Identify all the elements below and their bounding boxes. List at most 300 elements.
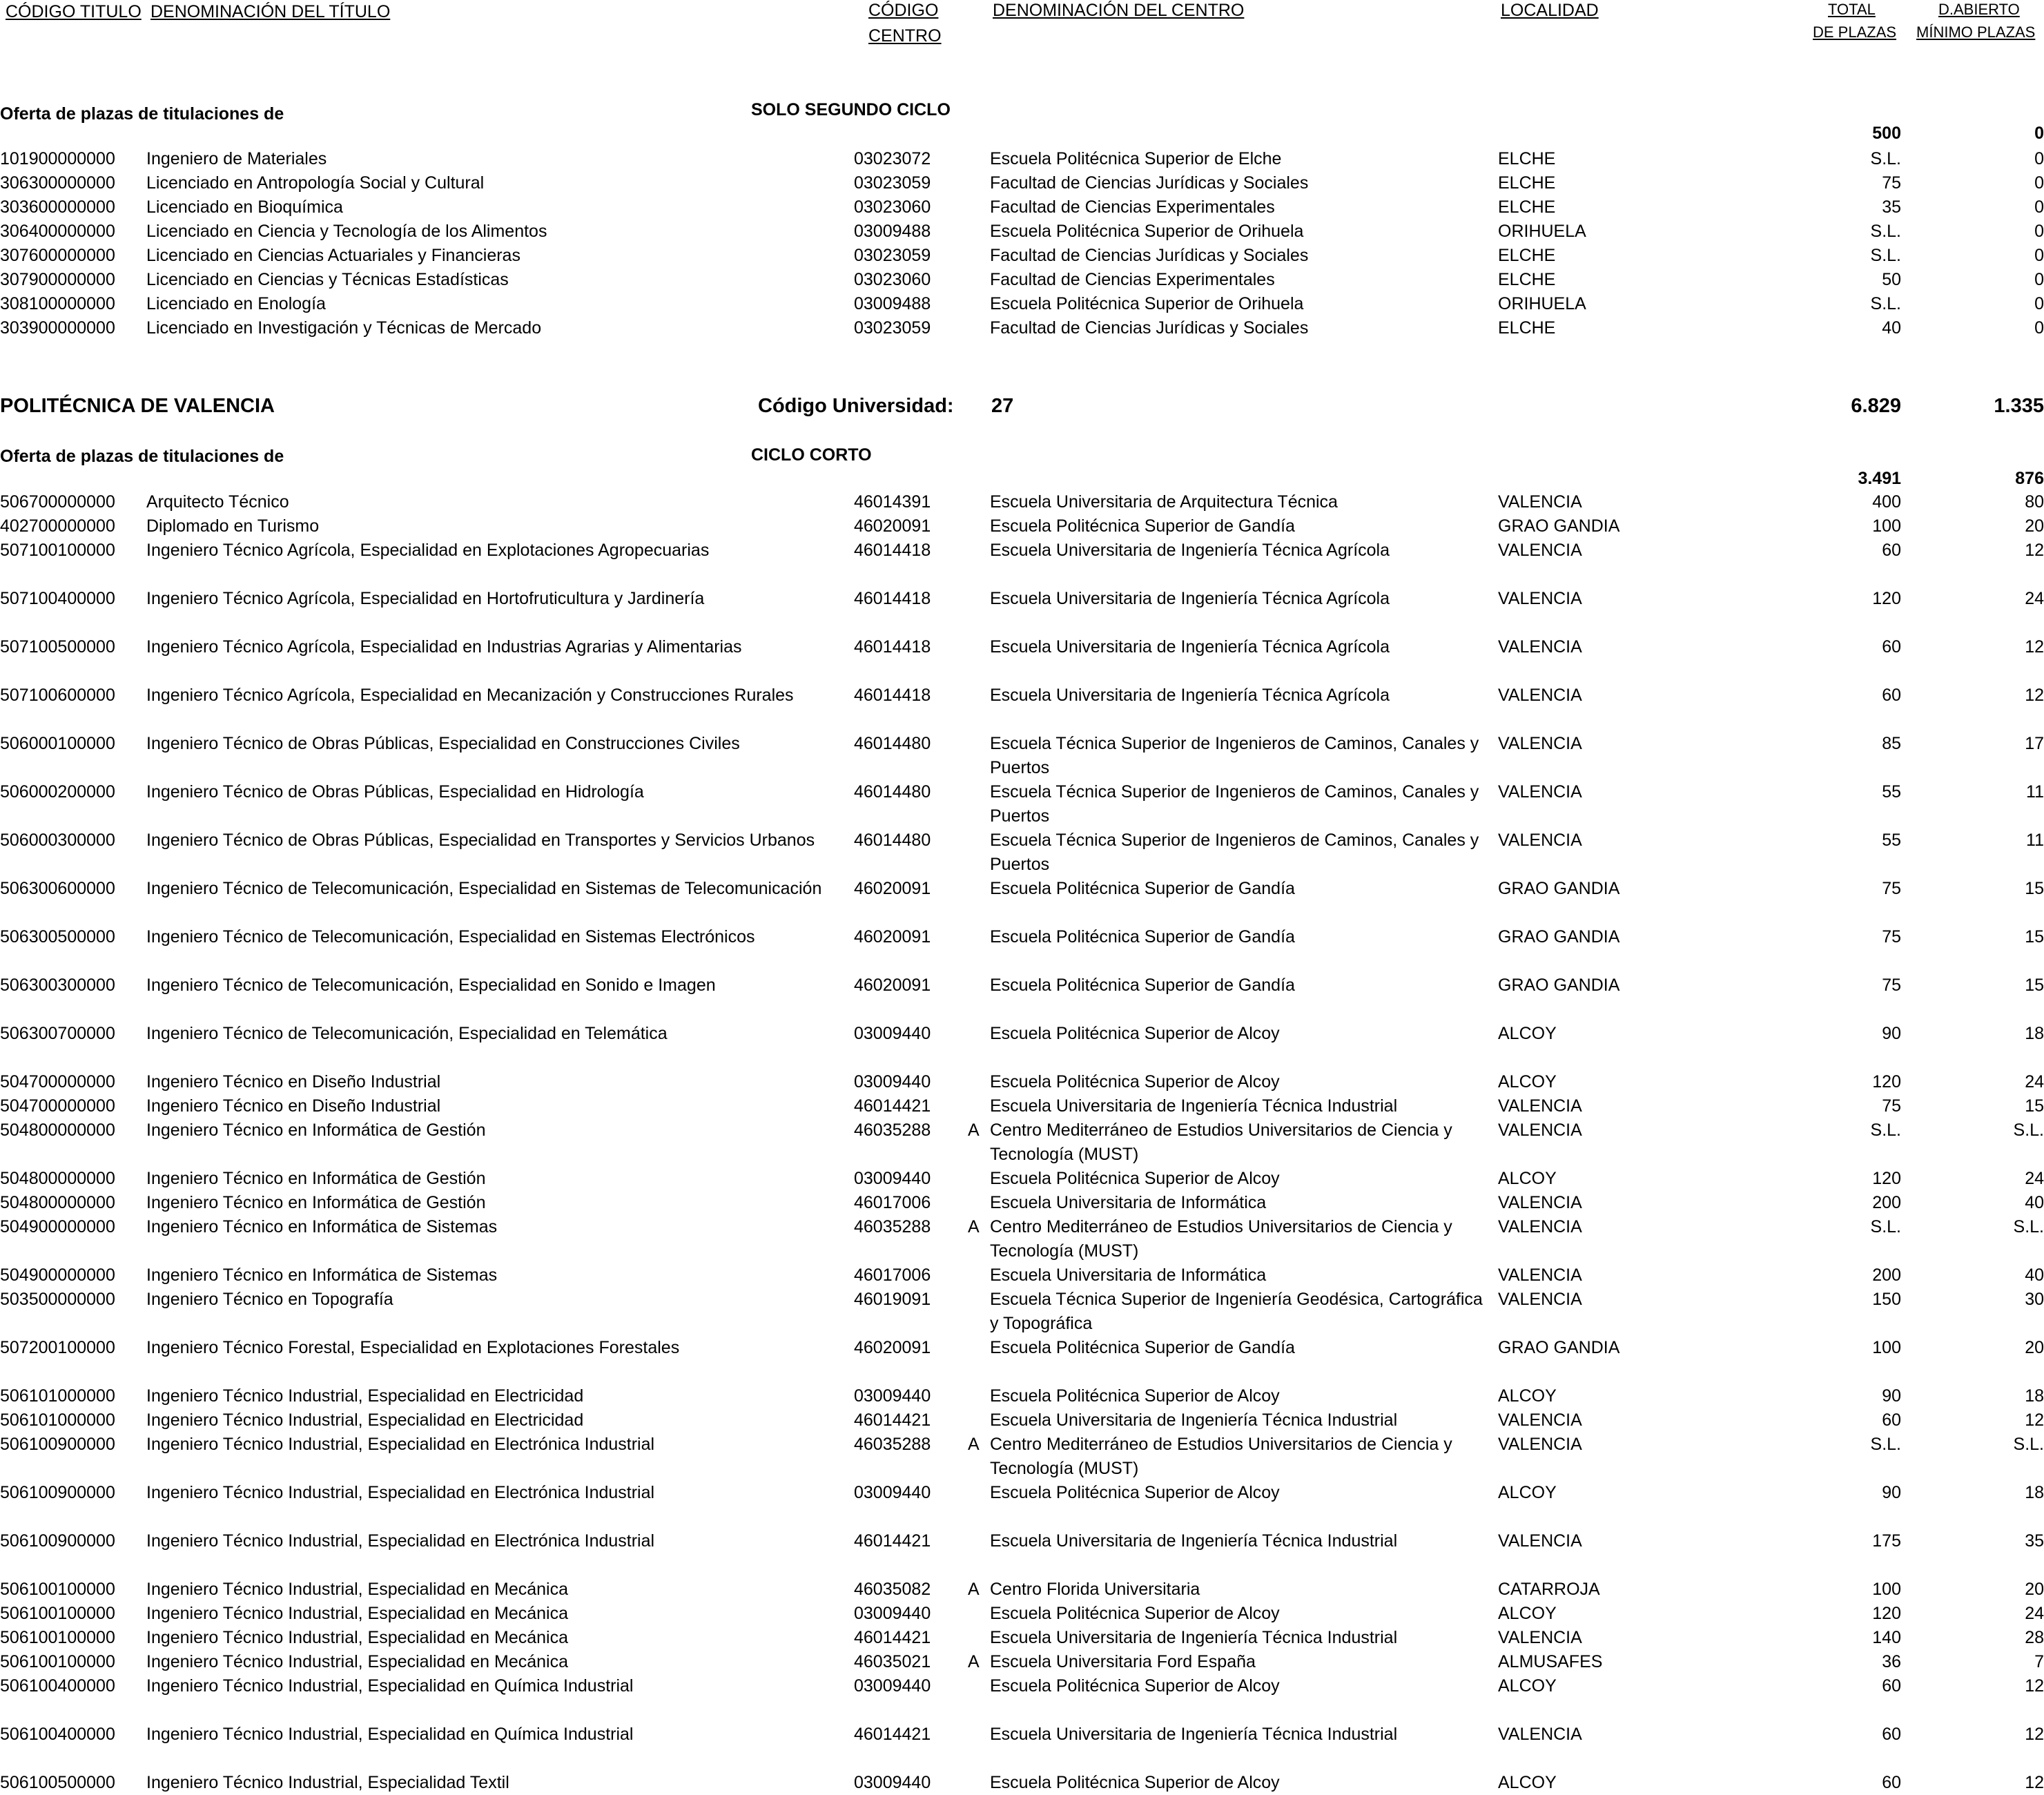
- row-total-plazas: 60: [1882, 1725, 1901, 1744]
- university-code-label: Código Universidad:: [758, 395, 954, 417]
- row-centro-name: Escuela Universitaria de Ingeniería Técnica Industrial: [990, 1725, 1398, 1744]
- row-localidad: VALENCIA: [1498, 782, 1582, 802]
- row-total-plazas: S.L.: [1870, 222, 1901, 241]
- row-centro-code: 03009488: [854, 294, 931, 313]
- row-localidad: VALENCIA: [1498, 831, 1582, 850]
- row-minimo-plazas: 0: [2034, 246, 2044, 265]
- row-total-plazas: 100: [1872, 516, 1901, 536]
- table-row: [0, 780, 2044, 828]
- row-title-name: Ingeniero Técnico de Obras Públicas, Especialidad en Transportes y Servicios Urbanos: [146, 831, 815, 850]
- table-row: [0, 171, 2044, 195]
- table-row: [0, 1263, 2044, 1288]
- row-centro-name: Centro Florida Universitaria: [990, 1580, 1200, 1599]
- row-total-plazas: S.L.: [1870, 1435, 1901, 1454]
- row-title-name: Licenciado en Ciencia y Tecnología de los Alimentos: [146, 222, 547, 241]
- header-localidad: LOCALIDAD: [1501, 1, 1599, 20]
- section1-label: Oferta de plazas de titulaciones de: [0, 104, 284, 124]
- row-total-plazas: 120: [1872, 1604, 1901, 1623]
- row-code: 101900000000: [0, 149, 115, 168]
- row-centro-name: Escuela Universitaria de Ingeniería Técnica Industrial: [990, 1628, 1398, 1647]
- row-localidad: ELCHE: [1498, 318, 1556, 338]
- row-minimo-plazas: 40: [2025, 1265, 2044, 1285]
- row-centro-code: 03009440: [854, 1169, 931, 1188]
- row-centro-name: Escuela Técnica Superior de Ingenieros de Caminos, Canales y Puertos: [990, 831, 1479, 874]
- row-title-name: Ingeniero Técnico en Diseño Industrial: [146, 1096, 441, 1116]
- table-row: [0, 1070, 2044, 1094]
- row-code: 506100100000: [0, 1628, 115, 1647]
- row-total-plazas: 120: [1872, 1072, 1901, 1091]
- row-total-plazas: 140: [1872, 1628, 1901, 1647]
- row-flag: A: [968, 1435, 980, 1454]
- row-centro-code: 46020091: [854, 1338, 931, 1357]
- row-code: 506100100000: [0, 1652, 115, 1671]
- row-minimo-plazas: 24: [2025, 1604, 2044, 1623]
- row-title-name: Ingeniero Técnico Agrícola, Especialidad en Hortofruticultura y Jardinería: [146, 589, 705, 608]
- row-code: 306300000000: [0, 173, 115, 193]
- row-minimo-plazas: 35: [2025, 1531, 2044, 1551]
- row-total-plazas: 75: [1882, 976, 1901, 995]
- row-centro-code: 46035021: [854, 1652, 931, 1671]
- row-total-plazas: 55: [1882, 782, 1901, 802]
- row-localidad: VALENCIA: [1498, 1435, 1582, 1454]
- row-title-name: Ingeniero Técnico en Informática de Gestión: [146, 1120, 486, 1140]
- row-code: 303600000000: [0, 197, 115, 217]
- row-total-plazas: 60: [1882, 1676, 1901, 1696]
- row-centro-code: 03009488: [854, 222, 931, 241]
- row-minimo-plazas: S.L.: [2013, 1120, 2044, 1140]
- row-title-name: Ingeniero Técnico Industrial, Especialidad Textil: [146, 1773, 509, 1792]
- row-title-name: Ingeniero Técnico Agrícola, Especialidad en Explotaciones Agropecuarias: [146, 541, 710, 560]
- table-row: [0, 925, 2044, 973]
- row-localidad: VALENCIA: [1498, 589, 1582, 608]
- row-code: 507100100000: [0, 541, 115, 560]
- row-flag: A: [968, 1217, 980, 1236]
- row-localidad: ALMUSAFES: [1498, 1652, 1603, 1671]
- header-codigo-titulo: CÓDIGO TITULO: [6, 2, 142, 21]
- row-centro-code: 03023059: [854, 246, 931, 265]
- table-row: [0, 635, 2044, 683]
- row-total-plazas: 90: [1882, 1386, 1901, 1406]
- row-centro-code: 46014418: [854, 589, 931, 608]
- row-minimo-plazas: 0: [2034, 149, 2044, 168]
- row-centro-code: 46017006: [854, 1193, 931, 1212]
- row-code: 504900000000: [0, 1217, 115, 1236]
- row-title-name: Ingeniero Técnico de Telecomunicación, Especialidad en Telemática: [146, 1024, 668, 1043]
- row-centro-name: Escuela Universitaria de Ingeniería Técnica Agrícola: [990, 589, 1390, 608]
- table-row: [0, 1167, 2044, 1191]
- row-minimo-plazas: 12: [2025, 686, 2044, 705]
- row-title-name: Ingeniero Técnico de Telecomunicación, Especialidad en Sistemas de Telecomunicación: [146, 879, 822, 898]
- row-centro-name: Facultad de Ciencias Experimentales: [990, 270, 1275, 289]
- row-title-name: Diplomado en Turismo: [146, 516, 320, 536]
- row-title-name: Ingeniero Técnico Industrial, Especialidad en Mecánica: [146, 1580, 569, 1599]
- row-localidad: ALCOY: [1498, 1386, 1557, 1406]
- row-minimo-plazas: 20: [2025, 1580, 2044, 1599]
- row-localidad: GRAO GANDIA: [1498, 1338, 1620, 1357]
- row-centro-code: 03009440: [854, 1773, 931, 1792]
- table-row: [0, 195, 2044, 220]
- row-title-name: Ingeniero Técnico Industrial, Especialidad en Electrónica Industrial: [146, 1435, 655, 1454]
- row-minimo-plazas: 28: [2025, 1628, 2044, 1647]
- row-total-plazas: S.L.: [1870, 1120, 1901, 1140]
- row-localidad: VALENCIA: [1498, 492, 1582, 512]
- row-centro-name: Escuela Politécnica Superior de Orihuela: [990, 294, 1304, 313]
- row-centro-name: Facultad de Ciencias Jurídicas y Sociales: [990, 173, 1309, 193]
- row-code: 307900000000: [0, 270, 115, 289]
- row-centro-code: 03023059: [854, 173, 931, 193]
- row-centro-name: Escuela Politécnica Superior de Alcoy: [990, 1483, 1280, 1502]
- row-title-name: Ingeniero Técnico Industrial, Especialidad en Electricidad: [146, 1386, 584, 1406]
- row-centro-name: Escuela Politécnica Superior de Gandía: [990, 976, 1295, 995]
- row-localidad: ALCOY: [1498, 1169, 1557, 1188]
- row-localidad: ELCHE: [1498, 246, 1556, 265]
- table-row: [0, 877, 2044, 925]
- row-minimo-plazas: 18: [2025, 1024, 2044, 1043]
- table-row: [0, 292, 2044, 316]
- row-minimo-plazas: 40: [2025, 1193, 2044, 1212]
- row-total-plazas: S.L.: [1870, 1217, 1901, 1236]
- row-code: 507100400000: [0, 589, 115, 608]
- row-localidad: CATARROJA: [1498, 1580, 1600, 1599]
- row-centro-code: 03009440: [854, 1024, 931, 1043]
- row-centro-name: Escuela Politécnica Superior de Alcoy: [990, 1604, 1280, 1623]
- row-minimo-plazas: 18: [2025, 1386, 2044, 1406]
- row-title-name: Ingeniero Técnico en Informática de Sistemas: [146, 1265, 498, 1285]
- row-flag: A: [968, 1580, 980, 1599]
- row-title-name: Licenciado en Bioquímica: [146, 197, 343, 217]
- row-centro-code: 46014421: [854, 1628, 931, 1647]
- row-minimo-plazas: S.L.: [2013, 1217, 2044, 1236]
- table-row: [0, 1094, 2044, 1118]
- row-localidad: ORIHUELA: [1498, 294, 1586, 313]
- row-title-name: Ingeniero Técnico de Obras Públicas, Especialidad en Construcciones Civiles: [146, 734, 740, 753]
- row-centro-name: Escuela Politécnica Superior de Gandía: [990, 927, 1295, 947]
- row-title-name: Licenciado en Investigación y Técnicas de Mercado: [146, 318, 542, 338]
- row-centro-name: Escuela Politécnica Superior de Alcoy: [990, 1072, 1280, 1091]
- row-code: 506000200000: [0, 782, 115, 802]
- row-centro-name: Facultad de Ciencias Jurídicas y Sociales: [990, 246, 1309, 265]
- row-total-plazas: 150: [1872, 1290, 1901, 1309]
- row-centro-code: 03009440: [854, 1604, 931, 1623]
- row-total-plazas: 35: [1882, 197, 1901, 217]
- row-total-plazas: 200: [1872, 1265, 1901, 1285]
- row-code: 307600000000: [0, 246, 115, 265]
- row-title-name: Ingeniero Técnico Agrícola, Especialidad en Mecanización y Construcciones Rurales: [146, 686, 794, 705]
- row-centro-code: 46014418: [854, 686, 931, 705]
- row-title-name: Ingeniero Técnico en Informática de Gestión: [146, 1193, 486, 1212]
- row-centro-code: 03023060: [854, 270, 931, 289]
- row-total-plazas: 36: [1882, 1652, 1901, 1671]
- row-centro-code: 46035288: [854, 1217, 931, 1236]
- row-total-plazas: S.L.: [1870, 246, 1901, 265]
- row-code: 303900000000: [0, 318, 115, 338]
- row-code: 506101000000: [0, 1410, 115, 1430]
- table-row: [0, 1433, 2044, 1481]
- row-localidad: ALCOY: [1498, 1604, 1557, 1623]
- row-minimo-plazas: 0: [2034, 197, 2044, 217]
- row-centro-code: 46020091: [854, 516, 931, 536]
- row-title-name: Ingeniero Técnico en Informática de Sistemas: [146, 1217, 498, 1236]
- table-row: [0, 268, 2044, 292]
- table-row: [0, 973, 2044, 1022]
- table-row: [0, 1215, 2044, 1263]
- row-localidad: VALENCIA: [1498, 686, 1582, 705]
- table-row: [0, 1626, 2044, 1650]
- header-dabierto-1: D.ABIERTO: [1938, 1, 2020, 18]
- row-centro-code: 46035082: [854, 1580, 931, 1599]
- section1-minimo: 0: [2034, 124, 2044, 143]
- row-localidad: ALCOY: [1498, 1483, 1557, 1502]
- table-row: [0, 147, 2044, 171]
- row-code: 506300600000: [0, 879, 115, 898]
- row-total-plazas: 75: [1882, 927, 1901, 947]
- header-codigo-centro-2: CENTRO: [868, 26, 942, 46]
- row-code: 506300700000: [0, 1024, 115, 1043]
- row-minimo-plazas: 11: [2026, 831, 2044, 850]
- header-denominacion-titulo: DENOMINACIÓN DEL TÍTULO: [150, 2, 391, 21]
- row-centro-name: Escuela Universitaria de Informática: [990, 1193, 1267, 1212]
- row-localidad: VALENCIA: [1498, 1096, 1582, 1116]
- section2-minimo: 876: [2015, 469, 2044, 488]
- row-centro-name: Escuela Universitaria de Ingeniería Técnica Agrícola: [990, 637, 1390, 657]
- row-centro-name: Escuela Universitaria de Ingeniería Técnica Agrícola: [990, 686, 1390, 705]
- row-centro-code: 46020091: [854, 976, 931, 995]
- table-row: [0, 1723, 2044, 1771]
- row-localidad: GRAO GANDIA: [1498, 976, 1620, 995]
- row-code: 402700000000: [0, 516, 115, 536]
- row-centro-code: 46014480: [854, 831, 931, 850]
- row-localidad: VALENCIA: [1498, 637, 1582, 657]
- row-minimo-plazas: S.L.: [2013, 1435, 2044, 1454]
- section2-cycle: CICLO CORTO: [751, 445, 872, 465]
- row-localidad: GRAO GANDIA: [1498, 879, 1620, 898]
- row-centro-code: 46014480: [854, 734, 931, 753]
- row-title-name: Ingeniero Técnico en Diseño Industrial: [146, 1072, 441, 1091]
- row-minimo-plazas: 12: [2025, 1676, 2044, 1696]
- row-minimo-plazas: 80: [2025, 492, 2044, 512]
- row-minimo-plazas: 7: [2034, 1652, 2044, 1671]
- row-centro-name: Escuela Politécnica Superior de Gandía: [990, 516, 1295, 536]
- section1-cycle: SOLO SEGUNDO CICLO: [751, 100, 951, 119]
- row-centro-code: 03009440: [854, 1386, 931, 1406]
- header-dabierto-2: MÍNIMO PLAZAS: [1916, 23, 2036, 41]
- row-minimo-plazas: 20: [2025, 1338, 2044, 1357]
- section2-label: Oferta de plazas de titulaciones de: [0, 447, 284, 466]
- section2-total: 3.491: [1858, 469, 1901, 488]
- row-minimo-plazas: 18: [2025, 1483, 2044, 1502]
- header-codigo-centro-1: CÓDIGO: [868, 1, 939, 20]
- row-minimo-plazas: 0: [2034, 222, 2044, 241]
- row-code: 504800000000: [0, 1120, 115, 1140]
- section1-total: 500: [1872, 124, 1901, 143]
- row-code: 506100500000: [0, 1773, 115, 1792]
- row-code: 506100400000: [0, 1725, 115, 1744]
- row-minimo-plazas: 15: [2025, 976, 2044, 995]
- row-centro-code: 46014421: [854, 1531, 931, 1551]
- row-title-name: Ingeniero de Materiales: [146, 149, 327, 168]
- row-code: 506100100000: [0, 1604, 115, 1623]
- row-centro-code: 46014421: [854, 1725, 931, 1744]
- row-centro-code: 03009440: [854, 1483, 931, 1502]
- row-localidad: GRAO GANDIA: [1498, 516, 1620, 536]
- row-centro-name: Escuela Universitaria de Ingeniería Técnica Industrial: [990, 1531, 1398, 1551]
- row-localidad: VALENCIA: [1498, 1628, 1582, 1647]
- row-total-plazas: 75: [1882, 879, 1901, 898]
- table-row: [0, 828, 2044, 877]
- row-localidad: VALENCIA: [1498, 1531, 1582, 1551]
- row-centro-code: 46035288: [854, 1120, 931, 1140]
- row-localidad: ELCHE: [1498, 173, 1556, 193]
- table-row: [0, 316, 2044, 340]
- row-code: 308100000000: [0, 294, 115, 313]
- table-row: [0, 1602, 2044, 1626]
- row-minimo-plazas: 12: [2025, 1410, 2044, 1430]
- row-code: 506300300000: [0, 976, 115, 995]
- row-minimo-plazas: 11: [2026, 782, 2044, 802]
- row-localidad: VALENCIA: [1498, 1725, 1582, 1744]
- row-total-plazas: 60: [1882, 637, 1901, 657]
- table-row: [0, 1384, 2044, 1408]
- row-localidad: ALCOY: [1498, 1024, 1557, 1043]
- table-row: [0, 1529, 2044, 1578]
- row-total-plazas: 400: [1872, 492, 1901, 512]
- row-code: 506000300000: [0, 831, 115, 850]
- row-centro-name: Escuela Politécnica Superior de Alcoy: [990, 1676, 1280, 1696]
- row-title-name: Ingeniero Técnico Industrial, Especialidad en Mecánica: [146, 1652, 569, 1671]
- row-title-name: Licenciado en Ciencias Actuariales y Financieras: [146, 246, 520, 265]
- row-centro-name: Escuela Politécnica Superior de Alcoy: [990, 1024, 1280, 1043]
- row-minimo-plazas: 24: [2025, 1169, 2044, 1188]
- table-row: [0, 1288, 2044, 1336]
- row-title-name: Licenciado en Ciencias y Técnicas Estadísticas: [146, 270, 509, 289]
- row-centro-name: Escuela Politécnica Superior de Gandía: [990, 879, 1295, 898]
- row-title-name: Ingeniero Técnico Industrial, Especialidad en Mecánica: [146, 1628, 569, 1647]
- row-code: 504800000000: [0, 1169, 115, 1188]
- row-title-name: Ingeniero Técnico Industrial, Especialidad en Electricidad: [146, 1410, 584, 1430]
- row-centro-name: Escuela Técnica Superior de Ingenieros de Caminos, Canales y Puertos: [990, 734, 1479, 777]
- table-row: [0, 1650, 2044, 1674]
- row-centro-code: 46014421: [854, 1410, 931, 1430]
- row-total-plazas: 120: [1872, 1169, 1901, 1188]
- row-centro-name: Escuela Politécnica Superior de Alcoy: [990, 1169, 1280, 1188]
- row-title-name: Ingeniero Técnico Industrial, Especialidad en Química Industrial: [146, 1676, 634, 1696]
- row-centro-code: 46017006: [854, 1265, 931, 1285]
- row-centro-name: Centro Mediterráneo de Estudios Universitarios de Ciencia y Tecnología (MUST): [990, 1435, 1452, 1478]
- row-title-name: Ingeniero Técnico Industrial, Especialidad en Electrónica Industrial: [146, 1531, 655, 1551]
- row-centro-name: Facultad de Ciencias Experimentales: [990, 197, 1275, 217]
- row-total-plazas: 100: [1872, 1580, 1901, 1599]
- row-flag: A: [968, 1652, 980, 1671]
- row-centro-name: Facultad de Ciencias Jurídicas y Sociales: [990, 318, 1309, 338]
- university-minimo: 1.335: [1994, 395, 2044, 417]
- row-total-plazas: 55: [1882, 831, 1901, 850]
- row-centro-name: Escuela Universitaria de Ingeniería Técnica Industrial: [990, 1410, 1398, 1430]
- row-centro-name: Escuela Politécnica Superior de Orihuela: [990, 222, 1304, 241]
- row-flag: A: [968, 1120, 980, 1140]
- row-total-plazas: 50: [1882, 270, 1901, 289]
- row-title-name: Ingeniero Técnico de Telecomunicación, Especialidad en Sistemas Electrónicos: [146, 927, 755, 947]
- row-localidad: ORIHUELA: [1498, 222, 1586, 241]
- row-total-plazas: 60: [1882, 686, 1901, 705]
- row-minimo-plazas: 12: [2025, 1725, 2044, 1744]
- row-title-name: Ingeniero Técnico en Topografía: [146, 1290, 393, 1309]
- row-minimo-plazas: 0: [2034, 173, 2044, 193]
- row-centro-code: 03023059: [854, 318, 931, 338]
- table-row: [0, 1578, 2044, 1602]
- header-total-2: DE PLAZAS: [1813, 23, 1897, 41]
- row-total-plazas: 90: [1882, 1024, 1901, 1043]
- row-centro-name: Escuela Politécnica Superior de Alcoy: [990, 1773, 1280, 1792]
- table-row: [0, 1408, 2044, 1433]
- table-row: [0, 1022, 2044, 1070]
- row-localidad: VALENCIA: [1498, 734, 1582, 753]
- row-localidad: VALENCIA: [1498, 1410, 1582, 1430]
- table-row: [0, 244, 2044, 268]
- university-name: POLITÉCNICA DE VALENCIA: [0, 395, 275, 417]
- row-total-plazas: 200: [1872, 1193, 1901, 1212]
- row-centro-name: Escuela Universitaria de Ingeniería Técnica Agrícola: [990, 541, 1390, 560]
- row-title-name: Ingeniero Técnico de Telecomunicación, Especialidad en Sonido e Imagen: [146, 976, 716, 995]
- row-centro-code: 03009440: [854, 1072, 931, 1091]
- row-localidad: GRAO GANDIA: [1498, 927, 1620, 947]
- row-title-name: Licenciado en Antropología Social y Cultural: [146, 173, 485, 193]
- row-localidad: ALCOY: [1498, 1072, 1557, 1091]
- row-centro-name: Escuela Politécnica Superior de Elche: [990, 149, 1282, 168]
- table-row: [0, 732, 2044, 780]
- row-total-plazas: S.L.: [1870, 294, 1901, 313]
- row-code: 506100900000: [0, 1483, 115, 1502]
- table-row: [0, 587, 2044, 635]
- table-row: [0, 1191, 2044, 1215]
- row-title-name: Ingeniero Técnico Industrial, Especialidad en Química Industrial: [146, 1725, 634, 1744]
- row-centro-code: 46035288: [854, 1435, 931, 1454]
- row-title-name: Arquitecto Técnico: [146, 492, 289, 512]
- row-localidad: ALCOY: [1498, 1773, 1557, 1792]
- row-total-plazas: 75: [1882, 1096, 1901, 1116]
- row-centro-code: 46020091: [854, 879, 931, 898]
- row-minimo-plazas: 15: [2025, 927, 2044, 947]
- table-row: [0, 490, 2044, 514]
- row-centro-code: 46014421: [854, 1096, 931, 1116]
- row-minimo-plazas: 12: [2025, 637, 2044, 657]
- row-minimo-plazas: 0: [2034, 270, 2044, 289]
- row-title-name: Ingeniero Técnico Forestal, Especialidad en Explotaciones Forestales: [146, 1338, 680, 1357]
- row-code: 504800000000: [0, 1193, 115, 1212]
- row-total-plazas: S.L.: [1870, 149, 1901, 168]
- row-centro-name: Escuela Politécnica Superior de Alcoy: [990, 1386, 1280, 1406]
- header-denominacion-centro: DENOMINACIÓN DEL CENTRO: [993, 1, 1245, 20]
- row-localidad: VALENCIA: [1498, 1265, 1582, 1285]
- row-title-name: Licenciado en Enología: [146, 294, 326, 313]
- row-localidad: VALENCIA: [1498, 1193, 1582, 1212]
- row-code: 504700000000: [0, 1096, 115, 1116]
- university-code: 27: [991, 395, 1014, 417]
- row-centro-code: 03023060: [854, 197, 931, 217]
- row-centro-name: Escuela Técnica Superior de Ingeniería Geodésica, Cartográfica y Topográfica: [990, 1290, 1483, 1333]
- row-code: 506700000000: [0, 492, 115, 512]
- row-centro-name: Escuela Universitaria de Arquitectura Técnica: [990, 492, 1338, 512]
- row-localidad: ALCOY: [1498, 1676, 1557, 1696]
- table-row: [0, 1674, 2044, 1723]
- row-localidad: ELCHE: [1498, 270, 1556, 289]
- row-code: 506100400000: [0, 1676, 115, 1696]
- table-row: [0, 1481, 2044, 1529]
- row-total-plazas: 60: [1882, 1773, 1901, 1792]
- row-code: 507100600000: [0, 686, 115, 705]
- row-minimo-plazas: 24: [2025, 589, 2044, 608]
- row-centro-code: 46014391: [854, 492, 931, 512]
- row-minimo-plazas: 0: [2034, 318, 2044, 338]
